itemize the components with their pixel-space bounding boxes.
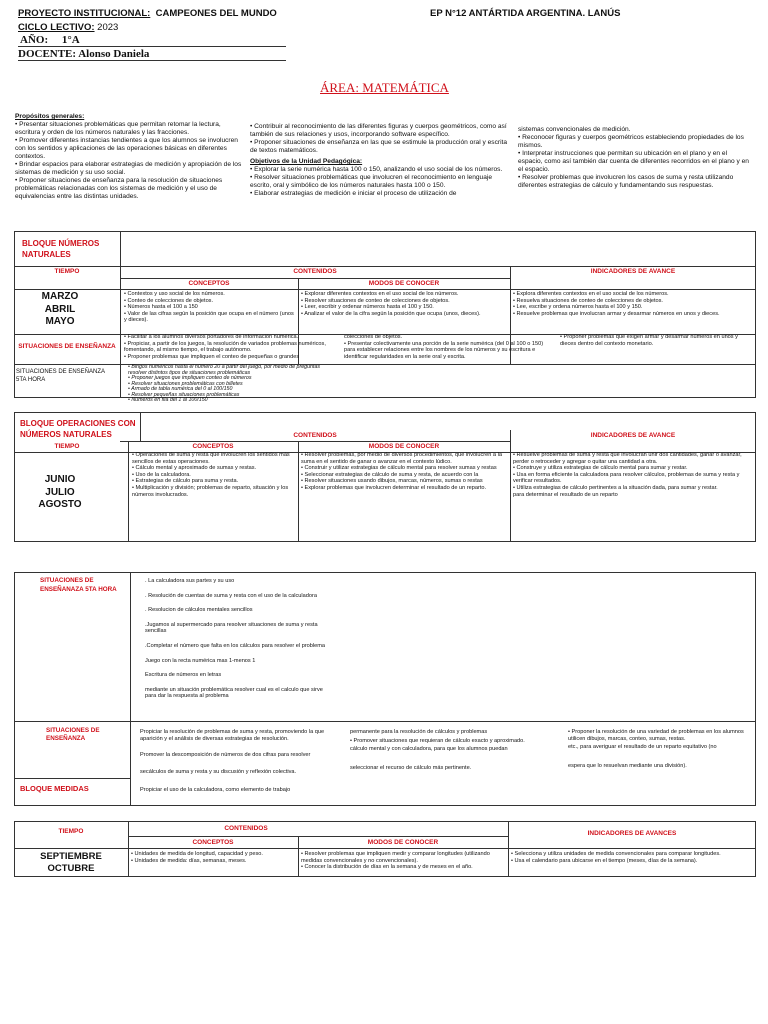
page2-quinta-items <box>145 578 335 700</box>
indicador-item: • Usa en forma eficiente la calculadora para resolver cálculos, problemas de suma y resta y verificar resultados. <box>513 471 740 485</box>
situacion-item: • Propiciar, a partir de los juegos, la resolución de variados problemas numéricos, fomentando, al mismo tiempo, el trabajo autónomo. <box>124 340 326 354</box>
objetivo-item: • Elaborar estrategias de medición e iniciar el proceso de utilización de <box>250 190 457 198</box>
proposito-item: • Promover diferentes instancias tendientes a que los alumnos se involucren con los sentidos y aplicaciones de las operaciones básicas en diferentes contextos. <box>15 137 238 161</box>
bloque2-conceptos <box>132 452 296 498</box>
modo-item: • Conocer la distribución de días en la semana y de meses en el año. <box>301 864 473 871</box>
page2-sit-col3 <box>568 729 754 769</box>
conceptos-header: CONCEPTOS <box>192 839 234 846</box>
bloque1-title: BLOQUE NÚMEROS NATURALES <box>22 239 100 260</box>
indicador-item: • Resuelva situaciones de conteo de colecciones de objetos. <box>513 297 663 304</box>
area-title: ÁREA: MATEMÁTICA <box>320 80 449 95</box>
situacion-item: secálculos de suma y resta y su discusión y reflexión colectiva. <box>140 768 297 775</box>
header-underline <box>18 46 286 47</box>
modo-item: • Seleccionar estrategias de cálculo de suma y resta, de acuerdo con la <box>301 471 479 478</box>
page2-sit-col1 <box>140 729 340 794</box>
month-label: SEPTIEMBRE <box>40 851 102 862</box>
situacion-item: seleccionar el recurso de cálculo más pertinente. <box>350 764 472 771</box>
indicador-item: • Resuelve problemas de suma y resta que involucran unir dos cantidades, ganar o avanzar, perder o retroceder y agregar o quitar una cantidad a otra. <box>513 452 742 465</box>
propositos-col3 <box>518 126 752 190</box>
conceptos-header: CONCEPTOS <box>188 280 230 287</box>
concepto-item: • Cálculo mental y aproximado de sumas y restas. <box>132 465 257 472</box>
situacion-item: Promover la descomposición de números de dos cifras para resolver <box>140 752 311 759</box>
modo-item: • Analizar el valor de la cifra según la posición que ocupa (unos, dieces). <box>301 310 481 317</box>
quinta-item: .Jugamos al supermercado para resolver situaciones de suma y resta sencillas <box>145 621 318 635</box>
month-label: JULIO <box>45 486 75 498</box>
quinta-item: • Bingos numéricos hasta el número 20 a partir del juego, por medio de preguntas resolver distintos tipos de situaciones problemáticas <box>128 364 321 376</box>
modos-header: MODOS DE CONOCER <box>368 280 440 287</box>
concepto-item: • Estrategias de cálculo para suma y resta. <box>132 478 239 485</box>
docente-label: DOCENTE: <box>18 48 77 60</box>
quinta-item: • Armado de tabla numérica del 0 al 100/150 <box>128 386 233 393</box>
anio-value: 1°A <box>61 34 80 46</box>
month-label: OCTUBRE <box>47 862 95 874</box>
anio-label: AÑO: <box>20 34 49 46</box>
month-label: JUNIO <box>44 474 76 485</box>
bloque-medidas-title: BLOQUE MEDIDAS <box>20 784 89 793</box>
proposito-item: sistemas convencionales de medición. <box>518 126 631 133</box>
contenidos-header: CONTENIDOS <box>293 432 337 439</box>
indicadores-header: INDICADORES DE AVANCE <box>590 432 676 439</box>
ciclo-label: CICLO LECTIVO: <box>18 22 95 33</box>
quinta-item: .Completar el número que falta en los cálculos para resolver el problema <box>145 642 326 649</box>
modo-item: • Resolver situaciones usando dibujos, marcas, números, sumas o restas <box>301 478 483 485</box>
page2-sit-col2 <box>350 729 540 771</box>
situacion-item: • Proponer problemas que exigen armar y desarmar números en unos y dieces dentro del contexto monetario. <box>560 334 738 347</box>
quinta-item: • Resolver situaciones problemáticas con billetes <box>128 380 243 387</box>
modo-item: • Resolver problemas que impliquen medir y comparar longitudes (utilizando medidas convencionales y no convencionales). <box>301 851 490 864</box>
month-label: MARZO <box>41 291 79 302</box>
situacion-item: cálculo mental y con calculadora, para que los alumnos puedan <box>350 746 508 753</box>
objetivo-item: • Explorar la serie numérica hasta 100 o 150, analizando el uso social de los números. <box>250 166 503 174</box>
ciclo-line <box>18 22 118 33</box>
concepto-item: • Valor de las cifras según la posición que ocupa en el número (unos y dieces). <box>124 310 294 324</box>
indicador-item: • Construye y utiliza estrategias de cálculo mental para sumar y restar. <box>513 465 688 472</box>
concepto-item: • Operaciones de suma y resta que involucren los sentidos más sencillos de estas operaciones. <box>132 452 290 465</box>
concepto-item: • Números hasta el 100 a 150 <box>124 304 198 311</box>
quinta-item: Juego con la recta numérica mas 1-menos 1 <box>145 657 256 664</box>
quinta-label-2: SITUACIONES DE ENSEÑANAZA 5TA HORA <box>40 577 117 594</box>
objetivo-item: • Resolver situaciones problemáticas que involucren el reconocimiento en lenguaje escrito, oral y simbólico de los números naturales hasta 100 o 150. <box>250 174 493 190</box>
proposito-item: • Resolver problemas que involucren los casos de suma y resta utilizando diferentes estrategias de cálculo y fundamentando sus respuestas. <box>518 174 734 190</box>
tiempo-header: TIEMPO <box>54 268 80 275</box>
situacion-item: etc., para averiguar el resultado de un reparto equitativo (no <box>568 744 717 751</box>
quinta-item: • Proponer juegos que impliquen conteo de números <box>128 375 252 382</box>
bloque2-indicadores <box>513 452 753 498</box>
situaciones-label: SITUACIONES DE ENSEÑANZA <box>18 343 116 350</box>
modo-item: • Resolver situaciones de conteo de colecciones de objetos. <box>301 297 450 304</box>
situacion-item: • Proponer problemas que impliquen el conteo de pequeñas o grandes <box>124 353 300 360</box>
bloque3-months <box>14 851 128 875</box>
proposito-item: • Interpretar instrucciones que permitan su ubicación en el plano y en el espacio, como así también dar cuenta de diferentes recorridos en el plano y en el espacio. <box>518 150 749 174</box>
indicador-item: para determinar el resultado de un reparto <box>513 491 618 498</box>
concepto-item: • Unidades de medida: días, semanas, meses. <box>131 857 247 864</box>
situacion-item: • Facilitar a los alumnos diversos portadores de información numérica. <box>124 334 299 340</box>
quinta-item: . Resolucion de cálculos mentales sencillos <box>145 607 253 614</box>
indicadores-header: INDICADORES DE AVANCES <box>587 830 677 837</box>
modos-header: MODOS DE CONOCER <box>367 839 439 846</box>
propositos-title: Propósitos generales: <box>15 113 85 120</box>
month-label: ABRIL <box>44 303 76 315</box>
bloque3-modos <box>301 851 506 871</box>
modo-item: • Resolver problemas, por medio de diversos procedimientos, que involucren a la suma en el sentido de ganar o avanzar en el contexto lúdico. <box>301 452 502 465</box>
docente-value: Alonso Daniela <box>78 48 150 60</box>
proposito-item: • Proponer situaciones de enseñanza para la resolución de situaciones problemáticas relacionadas con los sistemas de medición y el uso de equivalencias entre las distintas unidades. <box>15 177 223 201</box>
bloque2-months <box>14 474 106 512</box>
header-underline-2 <box>18 60 286 61</box>
indicador-item: • Lee, escribe y ordena números hasta el 100 y 150. <box>513 304 643 311</box>
conceptos-header: CONCEPTOS <box>192 443 234 450</box>
docente-line <box>18 48 149 60</box>
concepto-item: • Uso de la calculadora. <box>132 471 191 478</box>
anio-line <box>20 34 80 46</box>
proposito-item: • Proponer situaciones de enseñanza en las que se estimule la producción oral y escrita de textos matemáticos. <box>250 139 508 155</box>
month-label: MAYO <box>45 316 75 327</box>
bloque3-conceptos <box>131 851 297 864</box>
propositos-col2 <box>250 123 508 198</box>
proposito-item: • Presentar situaciones problemáticas que permitan retomar la lectura, escritura y orden de los números naturales y las fracciones. <box>15 121 221 137</box>
bloque1-modos <box>301 291 507 317</box>
situaciones-col2 <box>344 334 554 360</box>
proyecto-label: PROYECTO INSTITUCIONAL: <box>18 8 151 19</box>
month-label: AGOSTO <box>38 499 82 510</box>
situaciones-label-2: SITUACIONES DE ENSEÑANZA <box>46 727 100 743</box>
contenidos-header: CONTENIDOS <box>224 825 268 832</box>
situacion-item: Propiciar la resolución de problemas de suma y resta, promoviendo la que aparición y el análisis de diversas estrategias de resolución. <box>140 729 325 742</box>
ciclo-value: 2023 <box>97 22 119 33</box>
contenidos-header: CONTENIDOS <box>293 268 337 275</box>
indicador-item: • Utiliza estrategias de cálculo pertinentes a la situación dada, para sumar y restar. <box>513 484 718 491</box>
concepto-item: • Contextos y uso social de los números. <box>124 291 225 297</box>
bloque2-title: BLOQUE OPERACIONES CON NÚMEROS NATURALES <box>20 419 136 440</box>
tiempo-header: TIEMPO <box>54 443 80 450</box>
indicadores-header: INDICADORES DE AVANCE <box>590 268 676 275</box>
bloque2-modos <box>301 452 507 492</box>
proposito-item: • Reconocer figuras y cuerpos geométricos estableciendo propiedades de los mismos. <box>518 134 744 150</box>
modos-header: MODOS DE CONOCER <box>368 443 440 450</box>
quinta-label: SITUACIONES DE ENSEÑANZA 5TA HORA <box>16 369 105 384</box>
situacion-item: colecciones de objetos. <box>344 334 403 340</box>
indicador-item: • Explora diferentes contextos en el uso social de los números. <box>513 291 669 297</box>
situacion-item: espera que lo resuelvan mediante una división). <box>568 762 687 769</box>
situacion-item: Propiciar el uso de la calculadora, como elemento de trabajo <box>140 787 291 794</box>
bloque1-indicadores <box>513 291 751 317</box>
situacion-item: • Proponer la resolución de una variedad de problemas en los alumnos utilicen dibujos, marcas, conteo, sumas, restas. <box>568 729 744 742</box>
quinta-item: mediante un situación problemática resolver cual es el calculo que sirve para dar la respuesta al problema <box>145 686 323 700</box>
proposito-item: • Contribuir al reconocimiento de las diferentes figuras y cuerpos geométricos, como así también de sus relaciones y usos, incorporando software específico. <box>250 123 507 139</box>
tiempo-header: TIEMPO <box>58 828 84 835</box>
situacion-item: • Promover situaciones que requieran de cálculo exacto y aproximado. <box>350 737 525 744</box>
modo-item: • Explorar problemas que involucren determinar el resultado de un reparto. <box>301 484 487 491</box>
propositos-col1 <box>15 113 247 201</box>
indicador-item: • Resuelve problemas que involucran armar y desarmar números en unos y dieces. <box>513 310 720 317</box>
quinta-item: • Resolver pequeñas situaciones problemáticas <box>128 391 240 398</box>
situaciones-col1 <box>124 334 342 360</box>
situacion-item: permanente para la resolución de cálculos y problemas <box>350 729 488 735</box>
proyecto-value: CAMPEONES DEL MUNDO <box>155 8 277 19</box>
concepto-item: • Multiplicación y división; problemas de reparto, situación y los números involucrados. <box>132 484 289 498</box>
school-name: EP N°12 ANTÁRTIDA ARGENTINA. LANÚS <box>430 8 621 19</box>
quinta-item: • Números en fila del 1 al 100/150 <box>128 397 208 404</box>
concepto-item: • Unidades de medida de longitud, capacidad y peso. <box>131 851 263 857</box>
bloque1-months <box>14 291 106 329</box>
situacion-item: • Presentar colectivamente una porción de la serie numérica (del 0 al 100 o 150) para establecer relaciones entre los nombres de los números y su escritura e identificar regularidades en la serie oral y escrita. <box>344 340 544 360</box>
modo-item: • Explorar diferentes contextos en el uso social de los números. <box>301 291 459 297</box>
quinta-item: . La calculadora sus partes y su uso <box>145 578 235 584</box>
quinta-items <box>128 365 338 404</box>
proposito-item: • Brindar espacios para elaborar estrategias de medición y apropiación de los sistemas de medición y su uso social. <box>15 161 242 177</box>
concepto-item: • Conteo de colecciones de objetos. <box>124 297 214 304</box>
proyecto-line <box>18 8 277 19</box>
modo-item: • Leer, escribir y ordenar números hasta el 100 y 150. <box>301 304 434 311</box>
indicador-item: • Selecciona y utiliza unidades de medida convencionales para comparar longitudes. <box>511 851 721 857</box>
situaciones-col3 <box>560 334 752 347</box>
bloque1-conceptos <box>124 291 296 324</box>
quinta-item: . Resolución de cuentas de suma y resta con el uso de la calculadora <box>145 592 317 599</box>
objetivos-title: Objetivos de la Unidad Pedagógica: <box>250 158 363 166</box>
bloque3-indicadores <box>511 851 754 864</box>
indicador-item: • Usa el calendario para ubicarse en el tiempo (meses, días de la semana). <box>511 857 698 864</box>
quinta-item: Escritura de números en letras <box>145 672 222 679</box>
modo-item: • Construir y utilizar estrategias de cálculo mental para resolver sumas y restas <box>301 465 497 472</box>
